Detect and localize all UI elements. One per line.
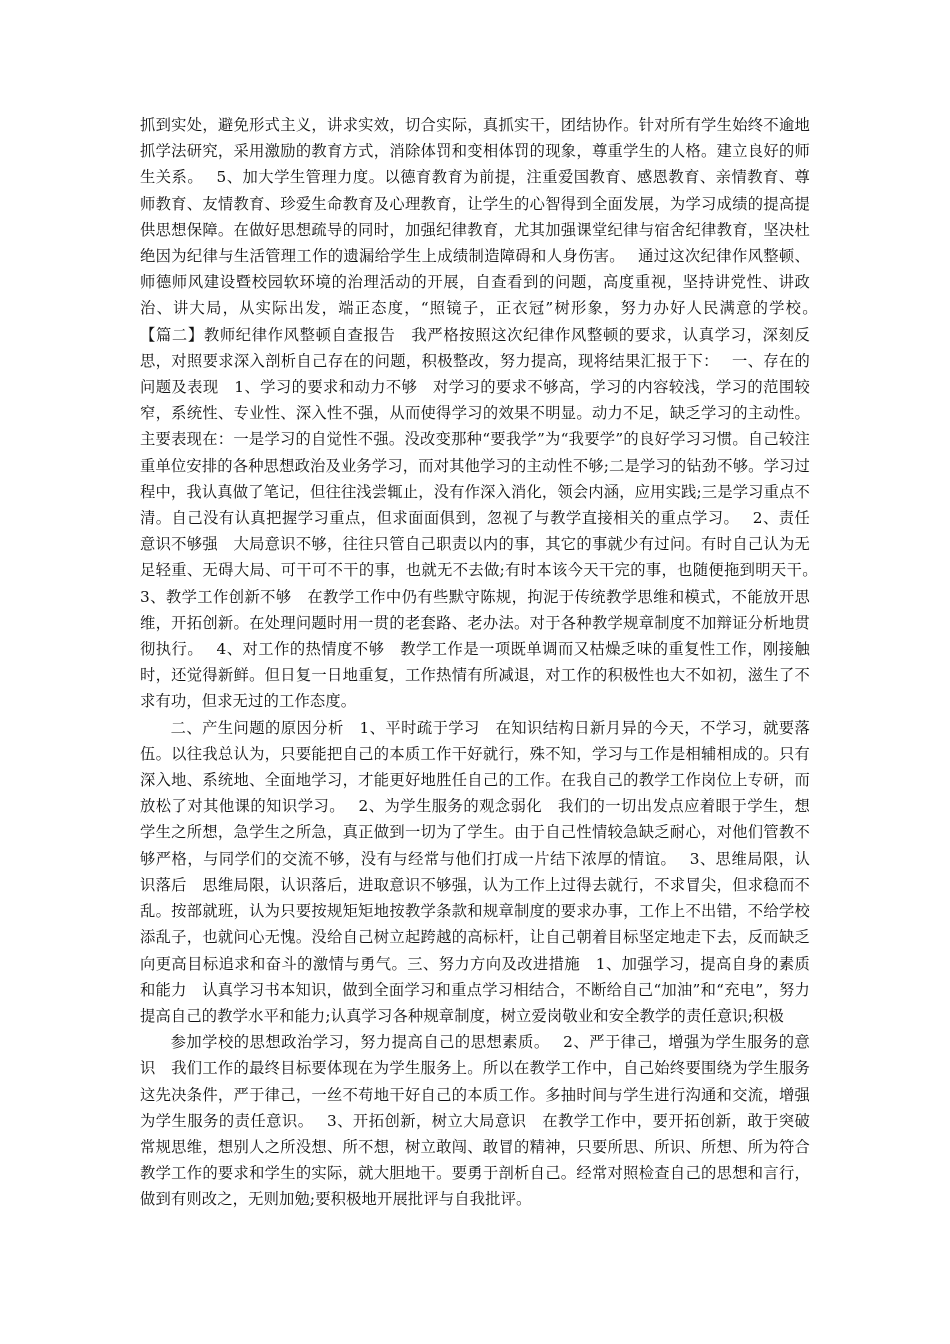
paragraph-1: 抓到实处，避免形式主义，讲求实效，切合实际，真抓实干，团结协作。针对所有学生始终不逾地抓学法研究，采用激励的教育方式，消除体罚和变相体罚的现象，尊重学生的人格。建立良好的师生关系。 5、加大学生管理力度。以德育教育为前提，注重爱国教育、感恩教育、亲情教育、尊师教育、友情教育、珍爱生命教育及心理教育，让学生的心智得到全面发展，为学习成绩的提高提供思想保障。在做好思想疏导的同时，加强纪律教育，尤其加强课堂纪律与宿舍纪律教育，坚决杜绝因为纪律与生活管理工作的遗漏给学生上成绩制造障碍和人身伤害。 通过这次纪律作风整顿、师德师风建设暨校园软环境的治理活动的开展，自查看到的问题，高度重视，坚持讲党性、讲政治、讲大局，从实际出发，端正态度，“照镜子，正衣冠”树形象，努力办好人民满意的学校。 【篇二】教师纪律作风整顿自查报告 我严格按照这次纪律作风整顿的要求，认真学习，深刻反思，对照要求深入剖析自己存在的问题，积极整改，努力提高，现将结果汇报于下： 一、存在的问题及表现 1、学习的要求和动力不够 对学习的要求不够高，学习的内容较浅，学习的范围较窄，系统性、专业性、深入性不强，从而使得学习的效果不明显。动力不足，缺乏学习的主动性。主要表现在：一是学习的自觉性不强。没改变那种“要我学”为“我要学”的良好学习习惯。自己较注重单位安排的各种思想政治及业务学习，而对其他学习的主动性不够;二是学习的钻劲不够。学习过程中，我认真做了笔记，但往往浅尝辄止，没有作深入消化，领会内涵，应用实践;三是学习重点不清。自己没有认真把握学习重点，但求面面俱到，忽视了与教学直接相关的重点学习。 2、责任意识不够强 大局意识不够，往往只管自己职责以内的事，其它的事就少有过问。有时自己认为无足轻重、无碍大局、可干可不干的事，也就无不去做;有时本该今天干完的事，也随便拖到明天干。 3、教学工作创新不够 在教学工作中仍有些默守陈规，拘泥于传统教学思维和模式，不能放开思维，开拓创新。在处理问题时用一贯的老套路、老办法。对于各种教学规章制度不加辩证分析地贯彻执行。 4、对工作的热情度不够 教学工作是一项既单调而又枯燥乏味的重复性工作，刚接触时，还觉得新鲜。但日复一日地重复，工作热情有所减退，对工作的积极性也大不如初，滋生了不求有功，但求无过的工作态度。 <box>140 116 831 711</box>
paragraph-3: 参加学校的思想政治学习，努力提高自己的思想素质。 2、严于律己，增强为学生服务的意识 我们工作的最终目标要体现在为学生服务上。所以在教学工作中，自己始终要围绕为学生服务这先决条件，严于律己，一丝不苟地干好自己的本质工作。多抽时间与学生进行沟通和交流，增强为学生服务的责任意识。 3、开拓创新，树立大局意识 在教学工作中，要开拓创新，敢于突破常规思维，想别人之所没想、所不想，树立敢闯、敢冒的精神，只要所思、所识、所想、所为符合教学工作的要求和学生的实际，就大胆地干。要勇于剖析自己。经常对照检查自己的思想和言行，做到有则改之，无则加勉;要积极地开展批评与自我批评。 <box>140 1033 810 1209</box>
document-body <box>140 112 831 1213</box>
paragraph-2: 二、产生问题的原因分析 1、平时疏于学习 在知识结构日新月异的今天，不学习，就要落伍。以往我总认为，只要能把自己的本质工作干好就行，殊不知，学习与工作是相辅相成的。只有深入地、系统地、全面地学习，才能更好地胜任自己的工作。在我自己的教学工作岗位上专研，而放松了对其他课的知识学习。 2、为学生服务的观念弱化 我们的一切出发点应着眼于学生，想学生之所想，急学生之所急，真正做到一切为了学生。由于自己性情较急缺乏耐心，对他们管教不够严格，与同学们的交流不够，没有与经常与他们打成一片结下浓厚的情谊。 3、思维局限，认识落后 思维局限，认识落后，进取意识不够强，认为工作上过得去就行，不求冒尖，但求稳而不乱。按部就班，认为只要按规矩矩地按教学条款和规章制度的要求办事，工作上不出错，不给学校添乱子，也就问心无愧。没给自己树立起跨越的高标杆，让自己朝着目标坚定地走下去，反而缺乏向更高目标追求和奋斗的激情与勇气。三、努力方向及改进措施 1、加强学习，提高自身的素质和能力 认真学习书本知识，做到全面学习和重点学习相结合，不断给自己“加油”和“充电”，努力提高自己的教学水平和能力;认真学习各种规章制度，树立爱岗敬业和安全教学的责任意识;积极 <box>140 718 810 1025</box>
